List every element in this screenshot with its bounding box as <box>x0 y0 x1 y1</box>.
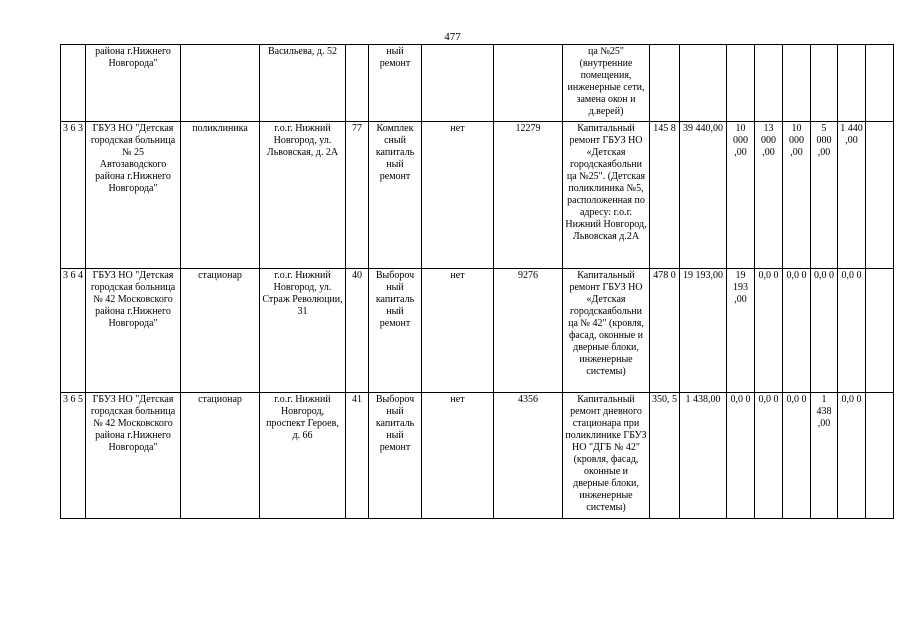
organization-cell: района г.Нижнего Новгорода" <box>86 45 181 122</box>
address-cell: г.о.г. Нижний Новгород, проспект Героев, д. 66 <box>260 393 346 519</box>
value-2-cell <box>680 45 727 122</box>
value-8-cell <box>866 45 894 122</box>
value-6-cell: 1 438 ,00 <box>811 393 838 519</box>
value-8-cell <box>866 269 894 393</box>
count-cell: 77 <box>346 122 369 269</box>
description-cell: ца №25" (внутренние помещения, инженерные сети, замена окон и д.верей) <box>563 45 650 122</box>
address-cell: Васильева, д. 52 <box>260 45 346 122</box>
value-4-cell: 0,0 0 <box>755 269 783 393</box>
address-cell: г.о.г. Нижний Новгород, ул. Львовская, д. 2А <box>260 122 346 269</box>
organization-cell: ГБУЗ НО "Детская городская больница № 42 Московского района г.Нижнего Новгорода" <box>86 269 181 393</box>
work-type-cell: Выбороч ный капиталь ный ремонт <box>369 269 422 393</box>
table-row <box>61 393 894 519</box>
facility-type-cell: стационар <box>181 393 260 519</box>
register-table <box>60 44 894 519</box>
work-type-cell: Комплек сный капиталь ный ремонт <box>369 122 422 269</box>
value-8-cell <box>866 393 894 519</box>
code-cell: 12279 <box>494 122 563 269</box>
value-4-cell: 13 000 ,00 <box>755 122 783 269</box>
value-2-cell: 1 438,00 <box>680 393 727 519</box>
count-cell: 40 <box>346 269 369 393</box>
flag-cell: нет <box>422 393 494 519</box>
facility-type-cell: стационар <box>181 269 260 393</box>
value-8-cell <box>866 122 894 269</box>
value-7-cell: 0,0 0 <box>838 393 866 519</box>
value-7-cell: 0,0 0 <box>838 269 866 393</box>
facility-type-cell: поликлиника <box>181 122 260 269</box>
table-row <box>61 122 894 269</box>
row-number-cell: 3 6 5 <box>61 393 86 519</box>
flag-cell: нет <box>422 122 494 269</box>
table-row <box>61 269 894 393</box>
value-5-cell: 0,0 0 <box>783 393 811 519</box>
page-number: 477 <box>444 31 461 43</box>
value-2-cell: 19 193,00 <box>680 269 727 393</box>
row-number-cell <box>61 45 86 122</box>
table-row <box>61 45 894 122</box>
row-number-cell: 3 6 4 <box>61 269 86 393</box>
count-cell: 41 <box>346 393 369 519</box>
description-cell: Капитальный ремонт дневного стационара при поликлинике ГБУЗ НО "ДГБ № 42" (кровля, фасад, оконные и дверные блоки, инженерные системы) <box>563 393 650 519</box>
value-1-cell <box>650 45 680 122</box>
value-2-cell: 39 440,00 <box>680 122 727 269</box>
value-5-cell: 10 000 ,00 <box>783 122 811 269</box>
organization-cell: ГБУЗ НО "Детская городская больница № 25 Автозаводского района г.Нижнего Новгорода" <box>86 122 181 269</box>
code-cell: 9276 <box>494 269 563 393</box>
address-cell: г.о.г. Нижний Новгород, ул. Страж Революции, 31 <box>260 269 346 393</box>
work-type-cell: Выбороч ный капиталь ный ремонт <box>369 393 422 519</box>
value-3-cell <box>727 45 755 122</box>
work-type-cell: ный ремонт <box>369 45 422 122</box>
value-7-cell <box>838 45 866 122</box>
value-3-cell: 10 000 ,00 <box>727 122 755 269</box>
value-6-cell <box>811 45 838 122</box>
description-cell: Капитальный ремонт ГБУЗ НО «Детская городскаябольни ца №25". (Детская поликлиника №5, расположенная по адресу: г.о.г. Нижний Новгород, Львовская д.2А <box>563 122 650 269</box>
description-cell: Капитальный ремонт ГБУЗ НО «Детская городскаябольни ца № 42" (кровля, фасад, оконные и дверные блоки, инженерные системы) <box>563 269 650 393</box>
value-4-cell <box>755 45 783 122</box>
flag-cell <box>422 45 494 122</box>
organization-cell: ГБУЗ НО "Детская городская больница № 42 Московского района г.Нижнего Новгорода" <box>86 393 181 519</box>
value-5-cell <box>783 45 811 122</box>
count-cell <box>346 45 369 122</box>
flag-cell: нет <box>422 269 494 393</box>
value-3-cell: 0,0 0 <box>727 393 755 519</box>
row-number-cell: 3 6 3 <box>61 122 86 269</box>
table-body <box>61 45 894 519</box>
facility-type-cell <box>181 45 260 122</box>
value-1-cell: 350, 5 <box>650 393 680 519</box>
value-6-cell: 0,0 0 <box>811 269 838 393</box>
code-cell <box>494 45 563 122</box>
value-5-cell: 0,0 0 <box>783 269 811 393</box>
value-4-cell: 0,0 0 <box>755 393 783 519</box>
value-7-cell: 1 440 ,00 <box>838 122 866 269</box>
value-6-cell: 5 000 ,00 <box>811 122 838 269</box>
value-1-cell: 478 0 <box>650 269 680 393</box>
value-3-cell: 19 193 ,00 <box>727 269 755 393</box>
code-cell: 4356 <box>494 393 563 519</box>
value-1-cell: 145 8 <box>650 122 680 269</box>
